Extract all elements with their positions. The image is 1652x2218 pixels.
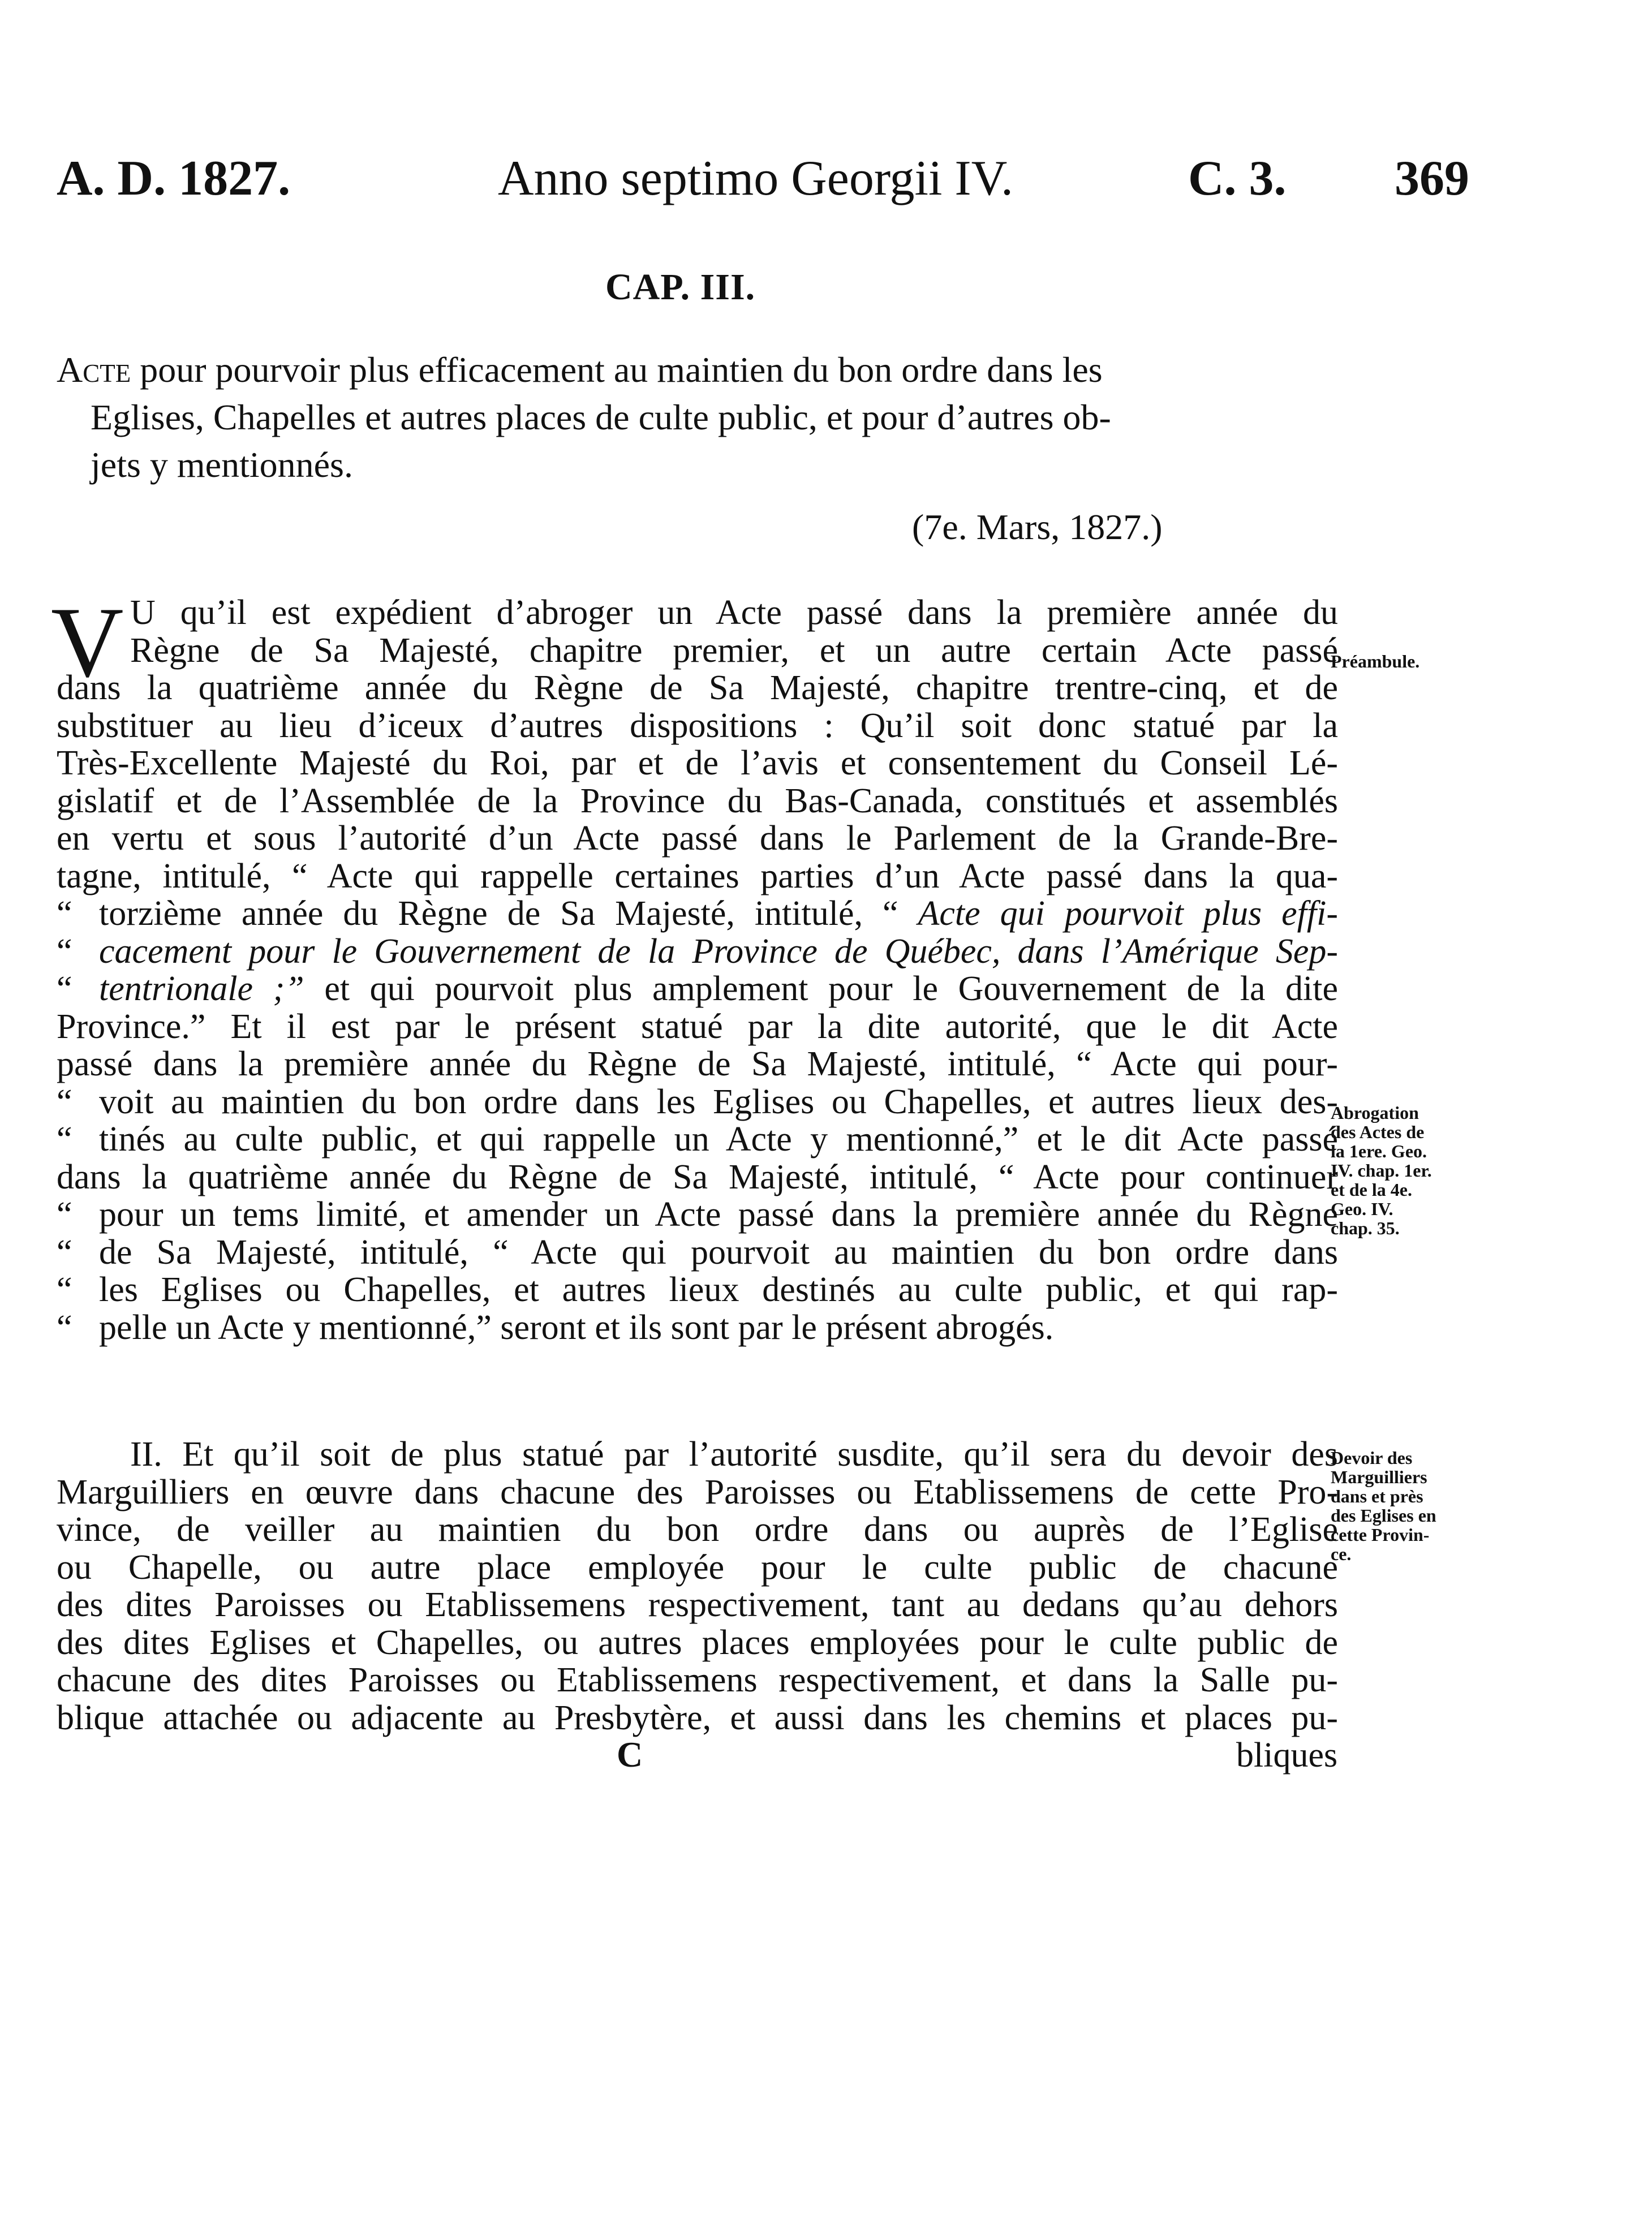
text-line: dans la quatrième année du Règne de Sa Majesté, chapitre trentre-cinq, et de xyxy=(57,669,1338,707)
section-number: II. xyxy=(130,1435,162,1474)
quote-mark: “ xyxy=(57,894,72,933)
margin-note-abrogation: Abrogation des Actes de la 1ere. Geo. IV. chap. 1er. et de la 4e. Geo. IV. chap. 35. xyxy=(1331,1102,1432,1238)
text-line: Règne de Sa Majesté, chapitre premier, et un autre certain Acte passé xyxy=(130,631,1338,670)
page-number: 369 xyxy=(1395,151,1469,206)
text-line: “ de Sa Majesté, intitulé, “ Acte qui pourvoit au maintien du bon ordre dans xyxy=(57,1233,1338,1272)
text-line: “ torzième année du Règne de Sa Majesté, intitulé, “ Acte qui pourvoit plus effi- xyxy=(57,894,1339,933)
section-2-text xyxy=(57,1436,1338,1737)
text-line: “ tentrionale ;” et qui pourvoit plus amplement pour le Gouvernement de la dite xyxy=(57,970,1338,1008)
text-line: passé dans la première année du Règne de Sa Majesté, intitulé, “ Acte qui pour- xyxy=(57,1045,1338,1083)
text-line: “ cacement pour le Gouvernement de la Province de Québec, dans l’Amérique Sep- xyxy=(57,932,1338,971)
text-line: des dites Paroisses ou Etablissemens respectivement, tant au dedans qu’au dehors xyxy=(57,1586,1338,1624)
text-line: II. Et qu’il soit de plus statué par l’autorité susdite, qu’il sera du devoir des xyxy=(130,1435,1338,1474)
chapter-heading: CAP. III. xyxy=(605,266,756,308)
text-line: blique attachée ou adjacente au Presbytère, et aussi dans les chemins et places pu- xyxy=(57,1698,1338,1737)
header-chapter: C. 3. xyxy=(1188,151,1287,206)
assent-date: (7e. Mars, 1827.) xyxy=(912,507,1163,547)
catchword: bliques xyxy=(1236,1736,1338,1775)
text-line: gislatif et de l’Assemblée de la Province du Bas-Canada, constitués et assemblés xyxy=(57,781,1338,820)
preamble-text xyxy=(57,594,1338,1346)
act-title-lead: Acte xyxy=(57,350,131,390)
text-line: chacune des dites Paroisses ou Etablissemens respectivement, et dans la Salle pu- xyxy=(57,1661,1338,1699)
text-line: des dites Eglises et Chapelles, ou autres places employées pour le culte public de xyxy=(57,1623,1338,1662)
text-line: dans la quatrième année du Règne de Sa Majesté, intitulé, “ Acte pour continuer xyxy=(57,1157,1338,1196)
text-line: “ voit au maintien du bon ordre dans les Eglises ou Chapelles, et autres lieux des- xyxy=(57,1082,1338,1121)
margin-note-devoir: Devoir des Marguilliers dans et près des Eglises en cette Provin- ce. xyxy=(1331,1448,1436,1564)
text-line: U qu’il est expédient d’abroger un Acte passé dans la première année du xyxy=(130,593,1338,632)
margin-note-preamble: Préambule. xyxy=(1331,651,1420,671)
text-line: “ pour un tems limité, et amender un Acte passé dans la première année du Règne xyxy=(57,1195,1338,1234)
text-line: Province.” Et il est par le présent statué par la dite autorité, que le dit Acte xyxy=(57,1007,1338,1046)
text-line: substituer au lieu d’iceux d’autres dispositions : Qu’il soit donc statué par la xyxy=(57,706,1338,745)
act-title-line: Eglises, Chapelles et autres places de culte public, et pour d’autres ob- xyxy=(91,397,1111,437)
text-line: “ pelle un Acte y mentionné,” seront et ils sont par le présent abrogés. xyxy=(57,1308,1054,1347)
act-title-line: Acte pour pourvoir plus efficacement au maintien du bon ordre dans les xyxy=(57,350,1103,390)
text-line: Très-Excellente Majesté du Roi, par et de l’avis et consentement du Conseil Lé- xyxy=(57,744,1338,782)
text-line: “ tinés au culte public, et qui rappelle un Acte y mentionné,” et le dit Acte passé xyxy=(57,1120,1338,1158)
act-title-line: jets y mentionnés. xyxy=(91,445,353,485)
header-year: A. D. 1827. xyxy=(57,151,291,206)
text-line: “ les Eglises ou Chapelles, et autres lieux destinés au culte public, et qui rap- xyxy=(57,1270,1338,1309)
text-line: Marguilliers en œuvre dans chacune des Paroisses ou Etablissemens de cette Pro- xyxy=(57,1472,1338,1511)
drop-cap: V xyxy=(51,586,124,698)
act-title xyxy=(57,346,1346,489)
text-line: ou Chapelle, ou autre place employée pour le culte public de chacune xyxy=(57,1548,1338,1587)
text-line: vince, de veiller au maintien du bon ordre dans ou auprès de l’Eglise xyxy=(57,1510,1338,1549)
signature-mark: C xyxy=(617,1734,643,1775)
header-regnal-title: Anno septimo Georgii IV. xyxy=(498,151,1013,206)
text-line: tagne, intitulé, “ Acte qui rappelle certaines parties d’un Acte passé dans la qua- xyxy=(57,856,1338,895)
text-line: en vertu et sous l’autorité d’un Acte passé dans le Parlement de la Grande-Bre- xyxy=(57,819,1338,858)
